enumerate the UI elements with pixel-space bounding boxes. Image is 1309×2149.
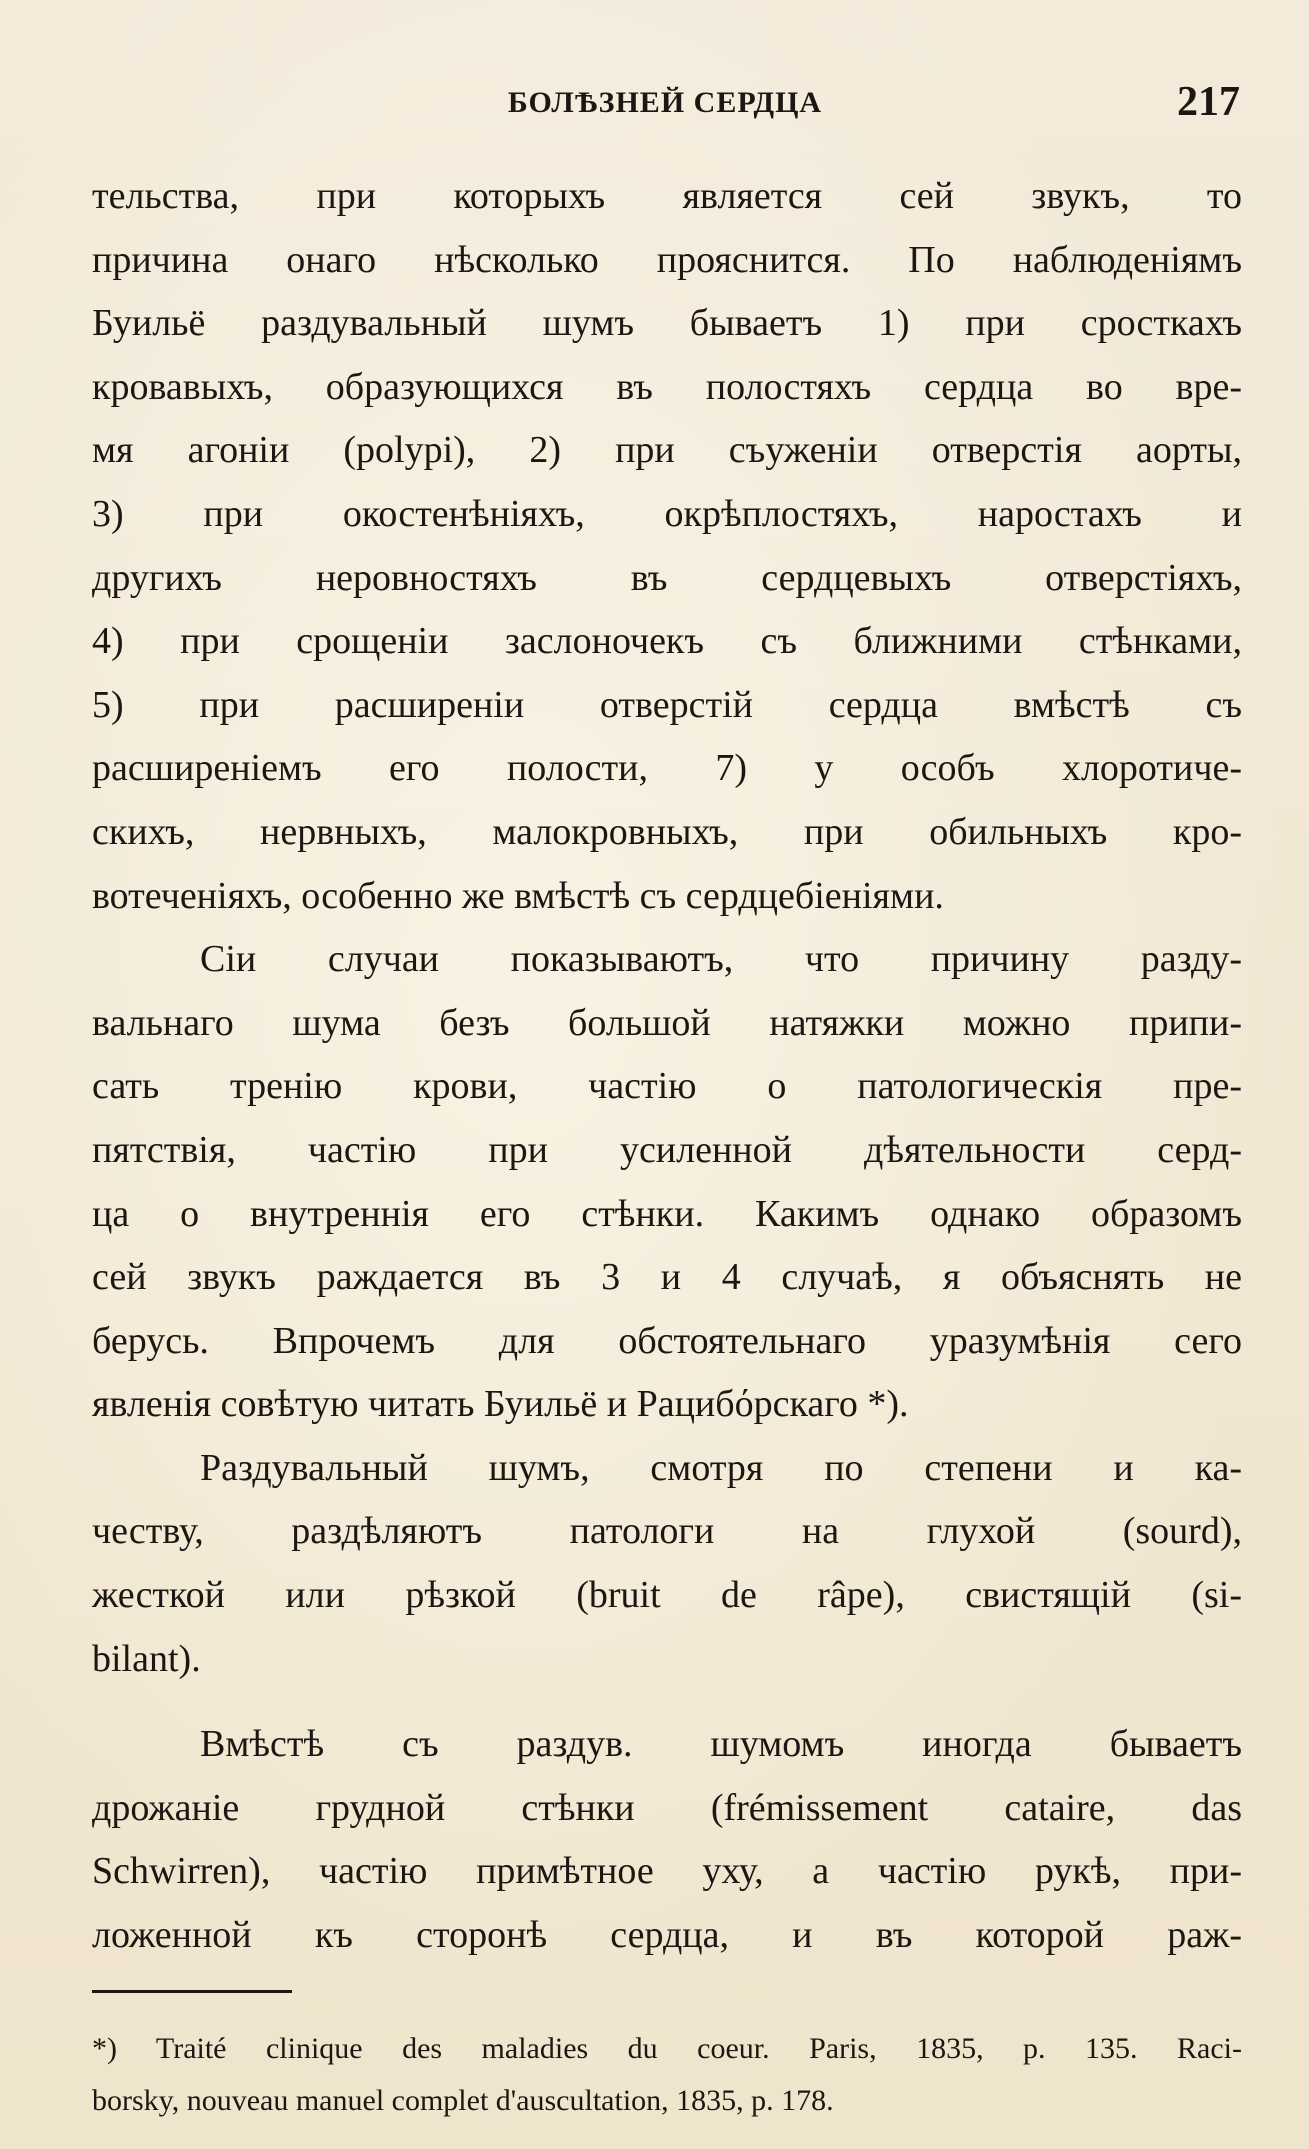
running-title: БОЛѢЗНЕЙ СЕРДЦА xyxy=(507,86,823,119)
text-line: ложенной къ сторонѣ сердца, и въ которой раж- xyxy=(92,1914,1242,1957)
text-line: сать тренію крови, частію о патологическія пре- xyxy=(92,1065,1242,1108)
footnote-divider xyxy=(92,1990,292,1993)
text-line: тельства, при которыхъ является сей звукъ, то xyxy=(92,175,1242,217)
text-line: дрожаніе грудной стѣнки (frémissement cataire, das xyxy=(92,1786,1242,1829)
paragraph-start-line: Вмѣстѣ съ раздув. шумомъ иногда бываетъ xyxy=(200,1723,1242,1766)
text-line: Schwirren), частію примѣтное уху, а частію рукѣ, при- xyxy=(92,1850,1242,1893)
footnotes xyxy=(92,2023,1242,2127)
text-line: 3) при окостенѣніяхъ, окрѣплостяхъ, наростахъ и xyxy=(92,492,1242,535)
text-line: кровавыхъ, образующихся въ полостяхъ сердца во вре- xyxy=(92,365,1242,408)
footnote-line: *) Traité clinique des maladies du coeur. Paris, 1835, p. 135. Raci- xyxy=(92,2032,1242,2065)
text-line: расширеніемъ его полости, 7) у особъ хлоротиче- xyxy=(92,747,1242,790)
text-line: 4) при срощеніи заслоночекъ съ ближними стѣнками, xyxy=(92,620,1242,663)
text-line: другихъ неровностяхъ въ сердцевыхъ отверстіяхъ, xyxy=(92,556,1242,599)
footnote-line: borsky, nouveau manuel complet d'auscultation, 1835, p. 178. xyxy=(92,2084,834,2117)
text-line: причина онаго нѣсколько прояснится. По наблюденіямъ xyxy=(92,238,1242,281)
text-line: скихъ, нервныхъ, малокровныхъ, при обильныхъ кро- xyxy=(92,810,1242,853)
body-text xyxy=(92,165,1242,1968)
paragraph-start-line: Раздувальный шумъ, смотря по степени и ка- xyxy=(200,1446,1242,1489)
text-line: Буильё раздувальный шумъ бываетъ 1) при сросткахъ xyxy=(92,302,1242,345)
text-line: мя агоніи (polypi), 2) при съуженіи отверстія аорты, xyxy=(92,429,1242,472)
paragraph-start-line: Сіи случаи показываютъ, что причину разду- xyxy=(200,938,1242,981)
text-line: вотеченіяхъ, особенно же вмѣстѣ съ сердцебіеніями. xyxy=(92,874,944,917)
page-number: 217 xyxy=(1177,79,1240,125)
text-line: сей звукъ раждается въ 3 и 4 случаѣ, я объяснять не xyxy=(92,1256,1242,1299)
text-line: явленія совѣтую читать Буильё и Рацибόрскаго *). xyxy=(92,1383,909,1426)
text-line: bilant). xyxy=(92,1637,201,1680)
text-line: 5) при расширеніи отверстій сердца вмѣстѣ съ xyxy=(92,683,1242,726)
text-line: берусь. Впрочемъ для обстоятельнаго уразумѣнія сего xyxy=(92,1319,1242,1362)
text-line: жесткой или рѣзкой (bruit de râpe), свистящій (si- xyxy=(92,1574,1242,1617)
text-line: честву, раздѣляютъ патологи на глухой (sourd), xyxy=(92,1510,1242,1553)
paragraph-gap xyxy=(92,1691,1242,1713)
running-head xyxy=(90,78,1240,128)
text-line: ца о внутреннія его стѣнки. Какимъ однако образомъ xyxy=(92,1192,1242,1235)
text-line: пятствія, частію при усиленной дѣятельности серд- xyxy=(92,1128,1242,1171)
text-line: вальнаго шума безъ большой натяжки можно припи- xyxy=(92,1001,1242,1044)
